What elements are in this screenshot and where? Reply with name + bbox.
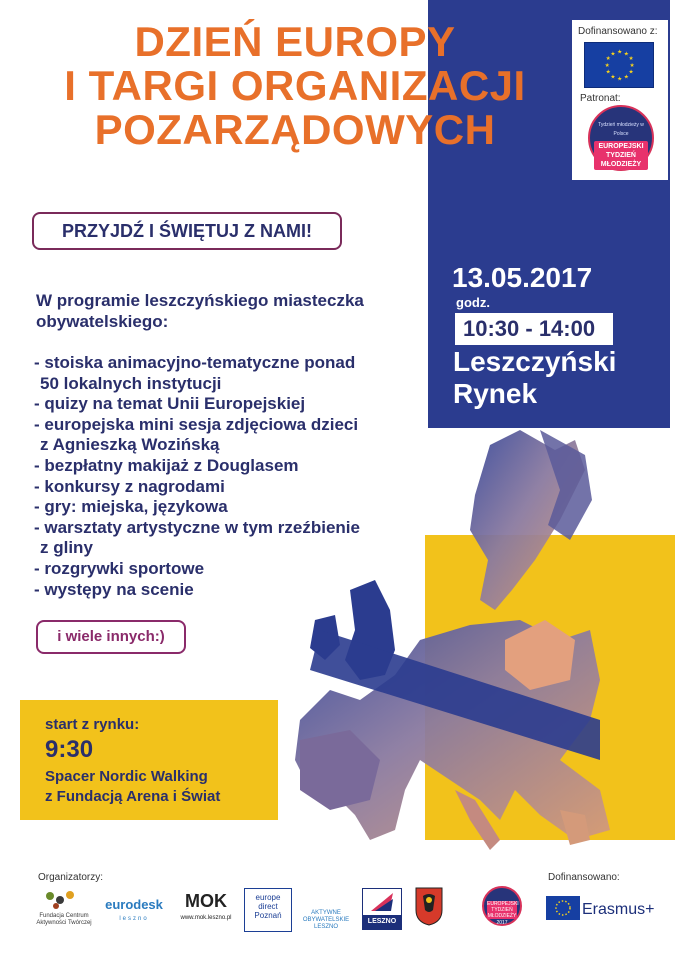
list-item: z Agnieszką Wozińską xyxy=(40,435,220,455)
program-intro xyxy=(36,290,396,332)
leszno-logo-text: LESZNO xyxy=(363,915,401,929)
eu-flag-icon xyxy=(584,42,654,88)
erasmus-eu-flag-icon xyxy=(546,896,580,920)
svg-text:★: ★ xyxy=(610,51,616,58)
title-line-2: I TARGI ORGANIZACJI xyxy=(64,62,526,109)
svg-text:★: ★ xyxy=(617,49,623,56)
fundacja-dots-icon xyxy=(36,888,92,910)
svg-text:★: ★ xyxy=(617,76,623,83)
event-hours-label: godz. xyxy=(456,295,490,310)
list-item: - gry: miejska, językowa xyxy=(34,497,228,517)
walk-start-label: start z rynku: xyxy=(45,716,140,733)
event-place xyxy=(453,346,616,410)
mok-logo-sub: www.mok.leszno.pl xyxy=(180,915,232,921)
event-place-line-2: Rynek xyxy=(453,378,538,409)
title-line-1: DZIEŃ EUROPY xyxy=(134,18,456,65)
svg-text:★: ★ xyxy=(623,74,629,81)
list-item: - stoiska animacyjno-tematyczne ponad xyxy=(34,353,356,372)
walk-line-2: z Fundacją Arena i Świat xyxy=(45,788,221,805)
list-item: - warsztaty artystyczne w tym rzeźbienie xyxy=(34,517,360,537)
leszno-wing-icon xyxy=(363,889,401,915)
svg-text:★: ★ xyxy=(623,51,629,58)
svg-text:★: ★ xyxy=(604,62,610,69)
funded-by-label: Dofinansowano z: xyxy=(578,26,658,37)
list-item: - bezpłatny makijaż z Douglasem xyxy=(34,455,299,475)
svg-text:★: ★ xyxy=(605,69,611,76)
eurodesk-logo-sub: leszno xyxy=(119,916,149,922)
eurodesk-logo xyxy=(98,898,170,920)
leszno-logo xyxy=(362,888,402,930)
walk-start-time: 9:30 xyxy=(45,736,94,763)
patron-logo-mid: EUROPEJSKI TYDZIEŃ MŁODZIEŻY xyxy=(594,141,648,170)
eyw-footer-year: 2017 xyxy=(496,920,508,926)
organizers-label: Organizatorzy: xyxy=(38,872,104,883)
cta-banner: PRZYJDŹ I ŚWIĘTUJ Z NAMI! xyxy=(32,212,342,250)
list-item: - europejska mini sesja zdjęciowa dzieci xyxy=(34,414,359,434)
list-item: z gliny xyxy=(40,538,93,558)
svg-text:★: ★ xyxy=(628,69,634,76)
svg-text:★: ★ xyxy=(629,62,635,69)
mok-logo xyxy=(176,888,236,932)
patron-logo-year: 2017 xyxy=(613,173,629,180)
leszno-coat-of-arms-icon xyxy=(414,886,444,926)
patron-logo-top: Tydzień młodzieży w Polsce xyxy=(598,122,644,137)
eyw-footer-mid: EUROPEJSKI TYDZIEŃ MŁODZIEŻY xyxy=(487,901,519,919)
mok-logo-text: MOK xyxy=(185,891,227,911)
aktywne-obywatelskie-logo: AKTYWNE OBYWATELSKIE LESZNO xyxy=(302,910,350,930)
eurodesk-logo-text: eurodesk xyxy=(105,897,163,912)
list-item: - występy na scenie xyxy=(34,579,194,599)
list-item: 50 lokalnych instytucji xyxy=(40,373,222,393)
fundacja-logo-text: Fundacja Centrum Aktywności Twórczej xyxy=(36,913,92,926)
event-place-line-1: Leszczyński xyxy=(453,346,617,377)
poster-title xyxy=(20,20,570,152)
svg-text:★: ★ xyxy=(605,56,611,63)
european-youth-week-logo xyxy=(588,105,654,180)
event-date: 13.05.2017 xyxy=(452,262,593,293)
list-item: - konkursy z nagrodami xyxy=(34,476,225,496)
walk-line-1: Spacer Nordic Walking xyxy=(45,768,208,785)
program-list xyxy=(34,353,404,600)
list-item: - quizy na temat Unii Europejskiej xyxy=(34,394,306,414)
europe-direct-logo: europe direct Poznań xyxy=(244,888,292,932)
program-intro-line-2: obywatelskiego: xyxy=(36,312,169,331)
svg-text:★: ★ xyxy=(628,56,634,63)
list-item: - rozgrywki sportowe xyxy=(34,558,205,578)
event-time: 10:30 - 14:00 xyxy=(455,313,613,345)
european-youth-week-footer-logo xyxy=(482,886,522,926)
patronage-label: Patronat: xyxy=(580,93,621,104)
erasmus-logo-text: Erasmus+ xyxy=(582,901,655,918)
more-badge: i wiele innych:) xyxy=(36,620,186,654)
fundacja-logo xyxy=(36,888,92,936)
svg-text:★: ★ xyxy=(610,74,616,81)
funded-label: Dofinansowano: xyxy=(548,872,620,883)
program-intro-line-1: W programie leszczyńskiego miasteczka xyxy=(36,291,364,310)
title-line-3: POZARZĄDOWYCH xyxy=(94,106,496,153)
